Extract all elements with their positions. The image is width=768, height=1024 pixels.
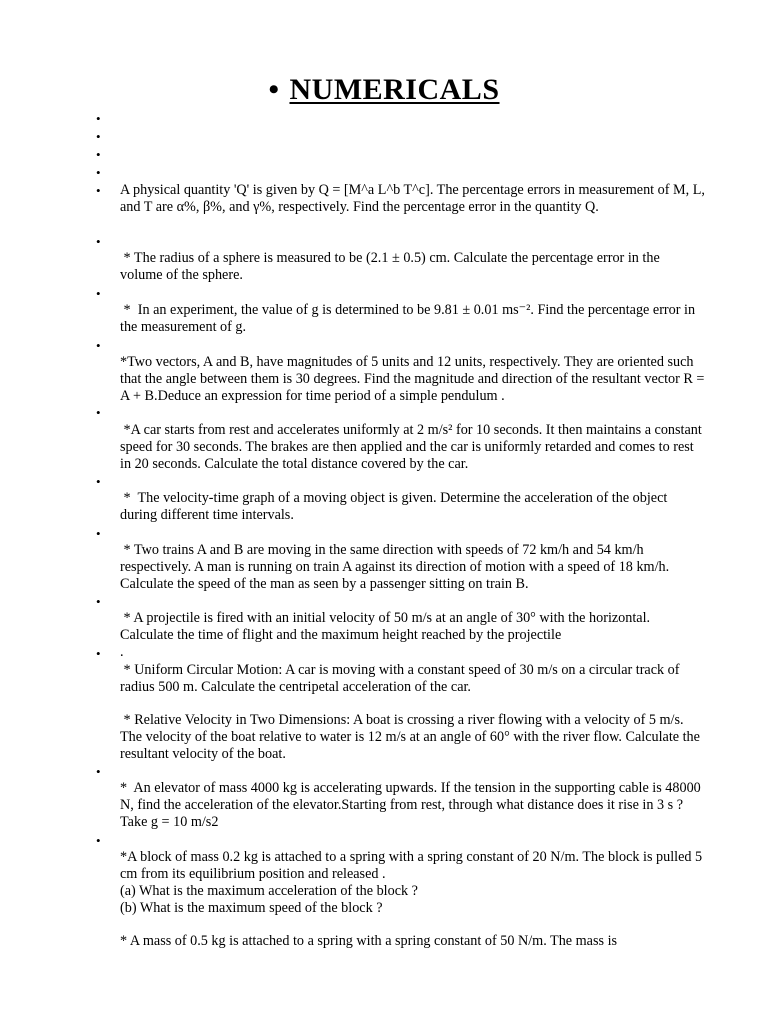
list-bullet: • (96, 234, 101, 249)
list-item: * A mass of 0.5 kg is attached to a spring with a spring constant of 50 N/m. The mass is (120, 933, 618, 949)
list-bullet: • (96, 286, 101, 301)
list-bullet: • (96, 183, 101, 198)
list-bullet: • (96, 526, 101, 541)
list-bullet: • (96, 646, 101, 661)
list-bullet: • (96, 594, 101, 609)
list-item: * Two trains A and B are moving in the same direction with speeds of 72 km/h and 54 km/h respectively. A man is running on train A against its direction of motion with a speed of 18 km/h. Calculate the speed of the man as seen by a passenger sitting on train B. (120, 542, 673, 592)
list-bullet: • (96, 764, 101, 779)
list-item: * The velocity-time graph of a moving object is given. Determine the acceleration of the object during different time intervals. (120, 490, 671, 523)
list-item: * Uniform Circular Motion: A car is moving with a constant speed of 30 m/s on a circular track of radius 500 m. Calculate the centripetal acceleration of the car. (120, 662, 684, 695)
list-item: *A car starts from rest and accelerates uniformly at 2 m/s² for 10 seconds. It then maintains a constant speed for 30 seconds. The brakes are then applied and the car is uniformly retarded and comes to rest in 20 seconds. Calculate the total distance covered by the car. (120, 422, 706, 472)
list-item: *A block of mass 0.2 kg is attached to a spring with a spring constant of 20 N/m. The block is pulled 5 cm from its equilibrium position and released . (a) What is the maximum acceleration of the block ? (b) What is the maximum speed of the block ? (120, 849, 706, 916)
list-bullet: • (96, 111, 101, 126)
list-bullet: • (96, 147, 101, 162)
list-bullet: • (96, 129, 101, 144)
list-item: . (120, 644, 124, 660)
list-item: * In an experiment, the value of g is determined to be 9.81 ± 0.01 ms⁻². Find the percentage error in the measurement of g. (120, 302, 699, 335)
list-bullet: • (96, 474, 101, 489)
list-bullet: • (96, 338, 101, 353)
list-bullet: • (96, 165, 101, 180)
list-bullet: • (96, 833, 101, 848)
list-item: A physical quantity 'Q' is given by Q = [M^a L^b T^c]. The percentage errors in measurement of M, L, and T are α%, β%, and γ%, respectively. Find the percentage error in the quantity Q. (120, 182, 709, 215)
list-item: * Relative Velocity in Two Dimensions: A boat is crossing a river flowing with a velocity of 5 m/s. The velocity of the boat relative to water is 12 m/s at an angle of 60° with the river flow. Calculate the resultant velocity of the boat. (120, 712, 704, 762)
list-item: * An elevator of mass 4000 kg is accelerating upwards. If the tension in the supporting cable is 48000 N, find the acceleration of the elevator.Starting from rest, through what distance does it rise in 3 s ? Take g = 10 m/s2 (120, 780, 705, 830)
list-bullet: • (96, 405, 101, 420)
list-item: *Two vectors, A and B, have magnitudes of 5 units and 12 units, respectively. They are oriented such that the angle between them is 30 degrees. Find the magnitude and direction of the resultant vector R = A + B.Deduce an expression for time period of a simple pendulum . (120, 354, 708, 404)
title-text: NUMERICALS (289, 73, 500, 106)
list-item: * The radius of a sphere is measured to be (2.1 ± 0.5) cm. Calculate the percentage error in the volume of the sphere. (120, 250, 664, 283)
page-title (0, 72, 768, 108)
list-item: * A projectile is fired with an initial velocity of 50 m/s at an angle of 30° with the horizontal. Calculate the time of flight and the maximum height reached by the projectile (120, 610, 654, 643)
title-bullet: • (268, 73, 280, 106)
